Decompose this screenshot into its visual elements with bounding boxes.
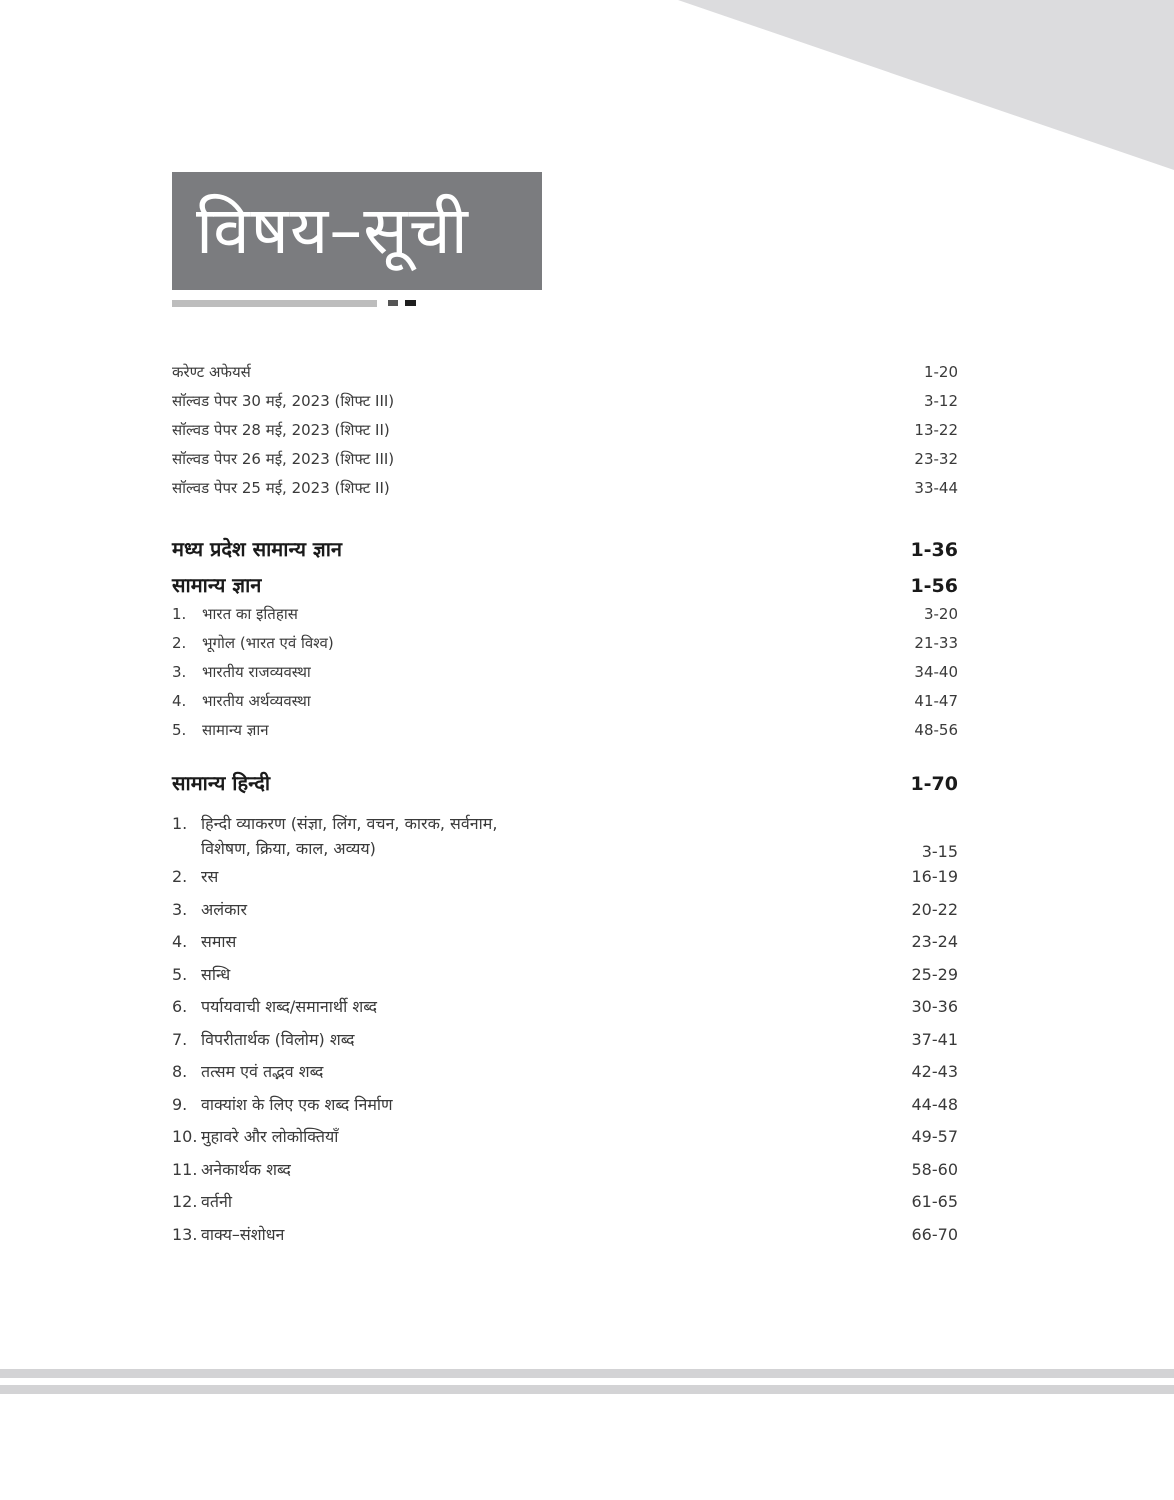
toc-pages: 3-12 (923, 392, 958, 410)
item-text: हिन्दी व्याकरण (संज्ञा, लिंग, वचन, कारक, सर्वनाम, (201, 814, 498, 833)
toc-label (172, 1093, 393, 1115)
corner-triangle-decoration (678, 0, 1174, 170)
toc-row[interactable] (172, 1125, 958, 1158)
item-number: 4. (172, 932, 188, 951)
section-heading-gk[interactable] (172, 571, 958, 604)
toc-row[interactable] (172, 447, 958, 476)
toc-pages: 25-29 (911, 964, 958, 984)
item-number: 3. (172, 899, 188, 919)
section-heading-mp-gk[interactable] (172, 535, 958, 571)
item-text: भारतीय अर्थव्यवस्था (202, 692, 311, 710)
toc-row[interactable] (172, 662, 958, 691)
item-number: 2. (172, 634, 187, 652)
footer-stripe (0, 1385, 1174, 1394)
toc-label: सॉल्वड पेपर 28 मई, 2023 (शिफ्ट II) (172, 421, 390, 439)
toc-row[interactable] (172, 691, 958, 720)
toc-pages: 1-20 (923, 363, 958, 381)
item-number: 7. (172, 1029, 188, 1049)
item-text: अनेकार्थक शब्द (201, 1159, 291, 1179)
item-text: तत्सम एवं तद्भव शब्द (201, 1062, 324, 1081)
item-text: समास (201, 932, 237, 951)
item-text: सन्धि (201, 964, 231, 984)
toc-pages: 3-15 (921, 842, 958, 861)
item-text: वाक्यांश के लिए एक शब्द निर्माण (201, 1094, 393, 1114)
toc-pages: 49-57 (911, 1127, 958, 1146)
toc-pages: 41-47 (914, 692, 958, 710)
footer-stripe (0, 1369, 1174, 1378)
toc-row[interactable] (172, 418, 958, 447)
item-text: सामान्य ज्ञान (202, 721, 269, 739)
section-pages: 1-70 (910, 773, 958, 795)
gk-section (172, 571, 958, 749)
toc-pages: 13-22 (914, 421, 958, 439)
toc-label: सॉल्वड पेपर 25 मई, 2023 (शिफ्ट II) (172, 479, 390, 497)
item-text: विपरीतार्थक (विलोम) शब्द (201, 1029, 355, 1049)
toc-pages: 42-43 (911, 1062, 958, 1081)
toc-label (172, 1190, 232, 1212)
toc-row[interactable] (172, 1093, 958, 1126)
item-text-continued: विशेषण, क्रिया, काल, अव्यय) (201, 839, 376, 858)
toc-pages: 34-40 (914, 663, 958, 681)
toc-label (172, 633, 334, 653)
toc-row[interactable] (172, 604, 958, 633)
prelim-section (172, 360, 958, 505)
title-decor-square (388, 300, 398, 306)
item-text: भारत का इतिहास (202, 605, 298, 623)
item-number: 1. (172, 605, 187, 623)
item-text: पर्यायवाची शब्द/समानार्थी शब्द (201, 997, 378, 1016)
toc-pages: 58-60 (911, 1159, 958, 1179)
toc-pages: 37-41 (911, 1029, 958, 1049)
toc-label (172, 1125, 338, 1147)
toc-label (172, 662, 311, 682)
toc-row[interactable] (172, 865, 958, 898)
section-title: मध्य प्रदेश सामान्य ज्ञान (172, 537, 343, 561)
toc-pages: 48-56 (914, 721, 958, 739)
item-number: 12. (172, 1192, 198, 1211)
table-of-contents (172, 360, 958, 1255)
toc-pages: 21-33 (914, 634, 958, 652)
toc-label (172, 691, 311, 711)
toc-label (172, 1028, 355, 1050)
toc-label: करेण्ट अफेयर्स (172, 363, 251, 381)
item-number: 6. (172, 997, 188, 1016)
item-number: 3. (172, 663, 187, 681)
toc-row[interactable] (172, 633, 958, 662)
section-pages: 1-56 (910, 575, 958, 597)
toc-label: सॉल्वड पेपर 26 मई, 2023 (शिफ्ट III) (172, 450, 395, 468)
toc-label (172, 963, 230, 985)
item-number: 10. (172, 1127, 198, 1146)
title-underline-divider (172, 300, 377, 307)
toc-row[interactable] (172, 476, 958, 505)
toc-row[interactable] (172, 963, 958, 996)
item-text: मुहावरे और लोकोक्तियाँ (201, 1127, 339, 1146)
toc-pages: 23-24 (911, 932, 958, 951)
toc-label (172, 604, 298, 624)
toc-row[interactable] (172, 803, 958, 865)
toc-pages: 23-32 (914, 450, 958, 468)
toc-row[interactable] (172, 1190, 958, 1223)
toc-label (172, 1223, 284, 1245)
toc-row[interactable] (172, 389, 958, 418)
toc-label (172, 720, 269, 740)
toc-row[interactable] (172, 720, 958, 749)
hindi-section (172, 769, 958, 1255)
item-number: 2. (172, 867, 188, 886)
toc-pages: 16-19 (911, 867, 958, 886)
item-number: 5. (172, 964, 188, 984)
toc-label: सॉल्वड पेपर 30 मई, 2023 (शिफ्ट III) (172, 392, 395, 410)
toc-label (172, 811, 497, 861)
toc-pages: 3-20 (923, 605, 958, 623)
item-text: वर्तनी (201, 1192, 233, 1211)
section-pages: 1-36 (910, 539, 958, 561)
item-number: 9. (172, 1094, 188, 1114)
toc-pages: 30-36 (911, 997, 958, 1016)
title-decor-square (405, 300, 416, 306)
toc-label (172, 995, 377, 1017)
toc-label (172, 865, 218, 887)
toc-pages: 61-65 (911, 1192, 958, 1211)
section-title: सामान्य हिन्दी (172, 771, 271, 795)
item-number: 4. (172, 692, 187, 710)
page-title: विषय–सूची (172, 172, 542, 290)
toc-row[interactable] (172, 1028, 958, 1061)
item-number: 13. (172, 1224, 198, 1244)
section-heading-hindi[interactable] (172, 769, 958, 803)
toc-label (172, 1060, 323, 1082)
item-text: वाक्य–संशोधन (201, 1224, 285, 1244)
toc-row[interactable] (172, 360, 958, 389)
item-text: रस (201, 867, 219, 886)
item-number: 5. (172, 721, 187, 739)
toc-label (172, 1158, 291, 1180)
toc-pages: 66-70 (911, 1224, 958, 1244)
item-number: 8. (172, 1062, 188, 1081)
toc-row[interactable] (172, 1060, 958, 1093)
toc-pages: 44-48 (911, 1094, 958, 1114)
toc-label (172, 930, 236, 952)
toc-pages: 20-22 (911, 899, 958, 919)
toc-row[interactable] (172, 930, 958, 963)
toc-row[interactable] (172, 898, 958, 931)
toc-row[interactable] (172, 995, 958, 1028)
toc-row[interactable] (172, 1223, 958, 1256)
toc-label (172, 898, 247, 920)
toc-row[interactable] (172, 1158, 958, 1191)
item-number: 11. (172, 1159, 198, 1179)
section-title: सामान्य ज्ञान (172, 573, 262, 597)
item-text: अलंकार (201, 899, 248, 919)
toc-pages: 33-44 (914, 479, 958, 497)
item-text: भूगोल (भारत एवं विश्व) (202, 634, 334, 652)
item-number: 1. (172, 814, 188, 833)
item-text: भारतीय राजव्यवस्था (202, 663, 311, 681)
